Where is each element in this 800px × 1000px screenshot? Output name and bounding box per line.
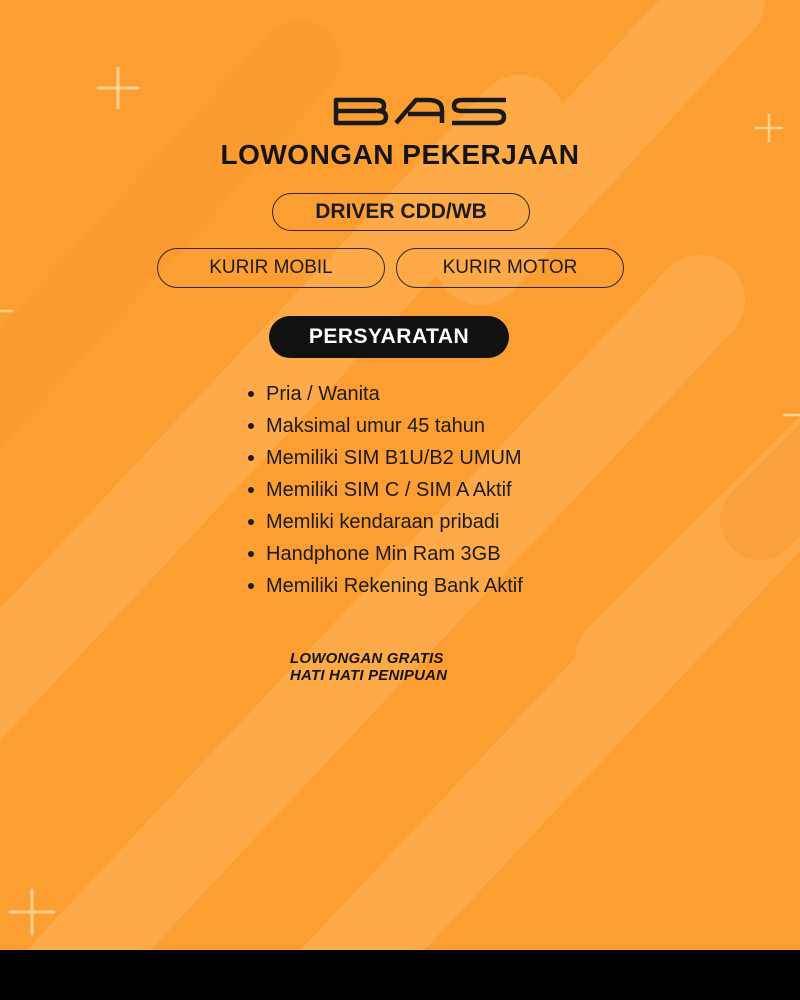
requirement-text: Maksimal umur 45 tahun [266,415,485,437]
bullet-icon [248,455,254,461]
plus-icon [8,888,56,936]
position-kurir-motor-badge: KURIR MOTOR [396,248,624,288]
plus-icon [96,66,140,110]
bullet-icon [248,551,254,557]
footer-bar [0,950,800,1000]
bullet-icon [248,583,254,589]
list-item [248,474,523,506]
list-item [248,442,523,474]
list-item [248,506,523,538]
requirement-text: Memliki kendaraan pribadi [266,511,500,533]
scam-warning [290,650,447,684]
bullet-icon [248,519,254,525]
position-driver-badge: DRIVER CDD/WB [272,193,530,231]
page-title: LOWONGAN PEKERJAAN [220,139,580,170]
plus-icon [780,405,800,425]
requirements-list [248,378,523,602]
warning-line-fraud: HATI HATI PENIPUAN [290,667,448,684]
list-item [248,410,523,442]
bullet-icon [248,391,254,397]
requirement-text: Memiliki Rekening Bank Aktif [266,575,523,597]
position-kurir-mobil-badge: KURIR MOBIL [157,248,385,288]
requirement-text: Memiliki SIM C / SIM A Aktif [266,479,512,501]
list-item [248,378,523,410]
bullet-icon [248,487,254,493]
list-item [248,538,523,570]
bas-logo [330,94,510,128]
warning-line-free: LOWONGAN GRATIS [290,650,444,667]
list-item [248,570,523,602]
bullet-icon [248,423,254,429]
requirements-heading: PERSYARATAN [269,316,509,358]
requirement-text: Memiliki SIM B1U/B2 UMUM [266,447,522,469]
requirement-text: Handphone Min Ram 3GB [266,543,501,565]
plus-icon [0,304,14,318]
requirement-text: Pria / Wanita [266,383,380,405]
